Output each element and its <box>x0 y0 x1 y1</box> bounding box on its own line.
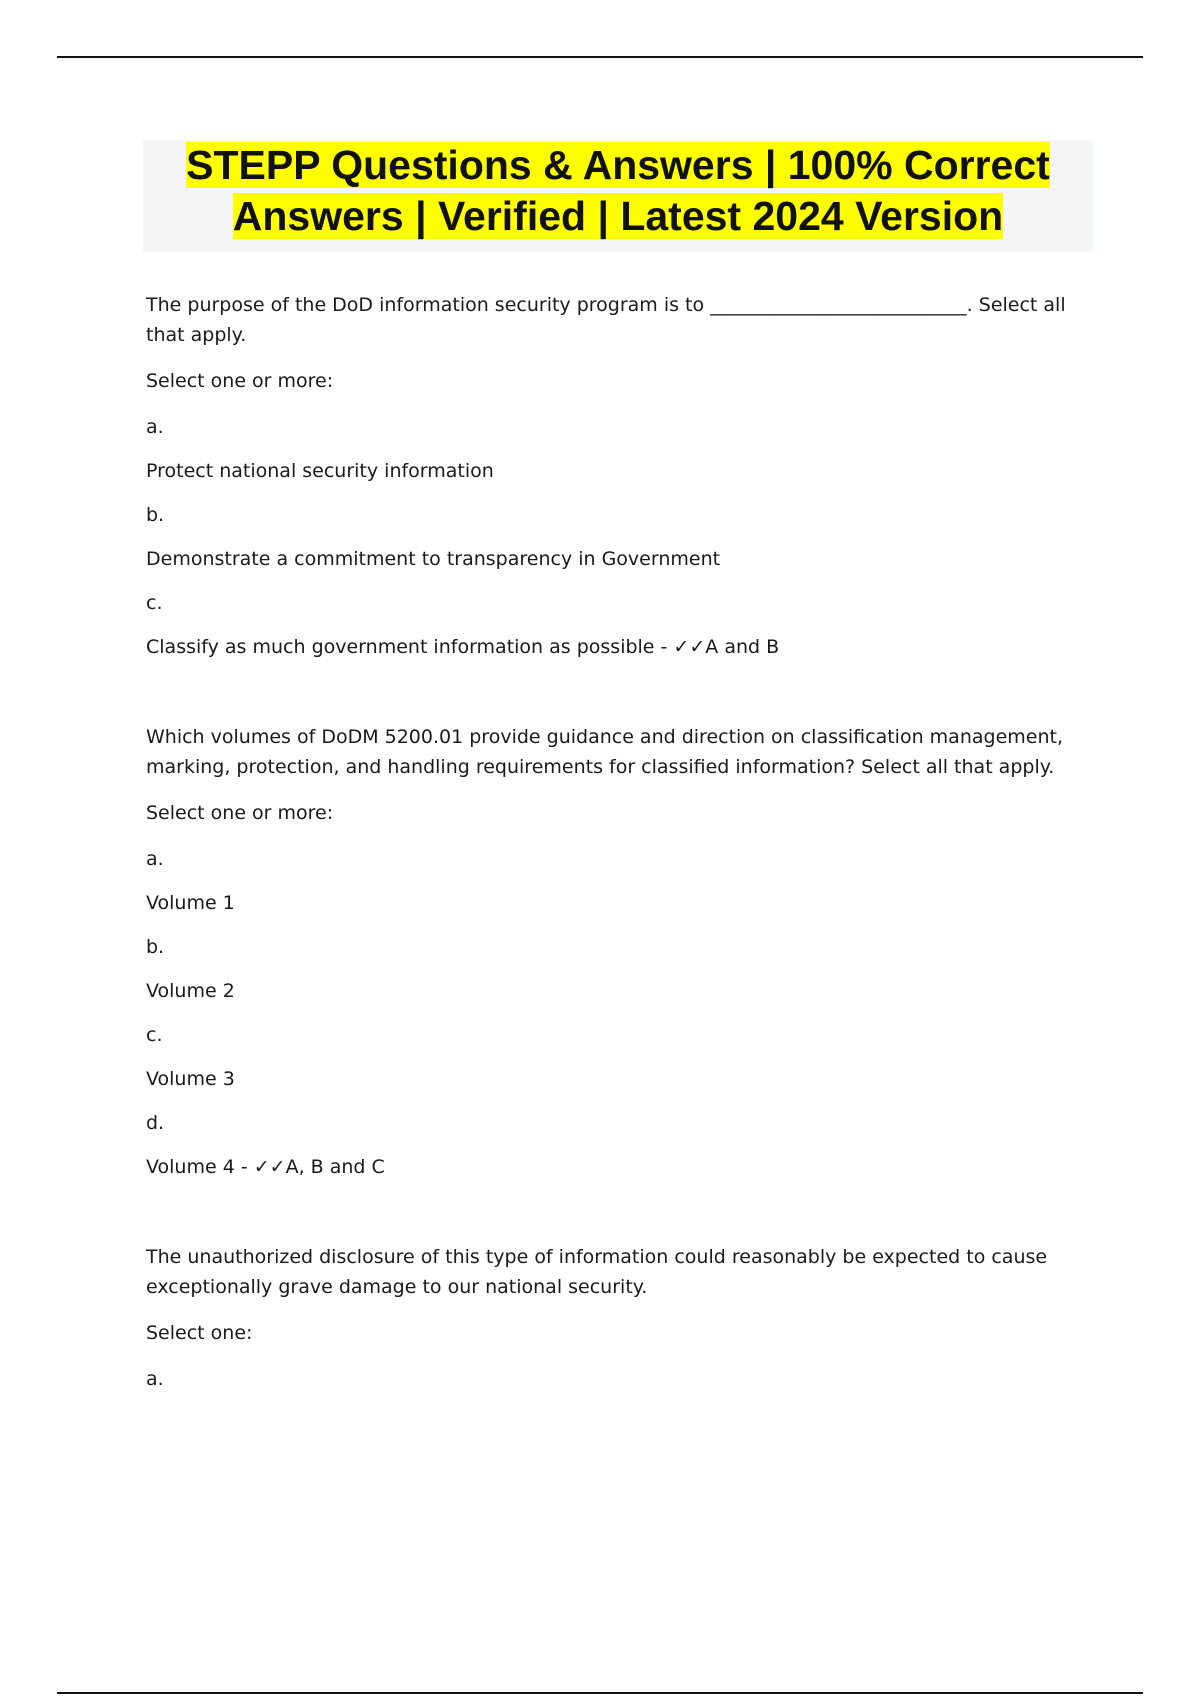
option-text: Demonstrate a commitment to transparency in Government <box>146 548 721 570</box>
option-text: Volume 3 <box>146 1068 235 1090</box>
option-letter: c. <box>146 1024 163 1046</box>
option-text: Volume 2 <box>146 980 235 1002</box>
select-prompt: Select one: <box>146 1322 253 1344</box>
option-letter: a. <box>146 416 164 438</box>
top-rule <box>57 56 1143 58</box>
title-line-2: Answers | Verified | Latest 2024 Version <box>232 193 1004 239</box>
question-text: Which volumes of DoDM 5200.01 provide guidance and direction on classification management, marking, protection, and handling requirements for classified information? Select all that apply. <box>146 726 1063 778</box>
option-text: Volume 1 <box>146 892 235 914</box>
option-letter: b. <box>146 936 165 958</box>
option-text: Protect national security information <box>146 460 494 482</box>
option-letter: d. <box>146 1112 165 1134</box>
option-letter: b. <box>146 504 165 526</box>
option-letter: a. <box>146 1368 164 1390</box>
question-text: The purpose of the DoD information security program is to ___________________________. Select all that apply. <box>146 294 1066 346</box>
select-prompt: Select one or more: <box>146 370 334 392</box>
option-letter: a. <box>146 848 164 870</box>
question-1 <box>146 290 1096 662</box>
title-line-1: STEPP Questions & Answers | 100% Correct <box>186 142 1050 188</box>
option-letter: c. <box>146 592 163 614</box>
option-text-with-answer: Volume 4 - ✓✓A, B and C <box>146 1156 385 1178</box>
document-body <box>146 290 1096 1408</box>
bottom-rule <box>57 1692 1143 1694</box>
option-text-with-answer: Classify as much government information as possible - ✓✓A and B <box>146 636 780 658</box>
question-3 <box>146 1242 1096 1394</box>
question-2 <box>146 722 1096 1182</box>
select-prompt: Select one or more: <box>146 802 334 824</box>
question-text: The unauthorized disclosure of this type of information could reasonably be expected to cause exceptionally grave damage to our national security. <box>146 1246 1048 1298</box>
document-title <box>143 140 1093 252</box>
